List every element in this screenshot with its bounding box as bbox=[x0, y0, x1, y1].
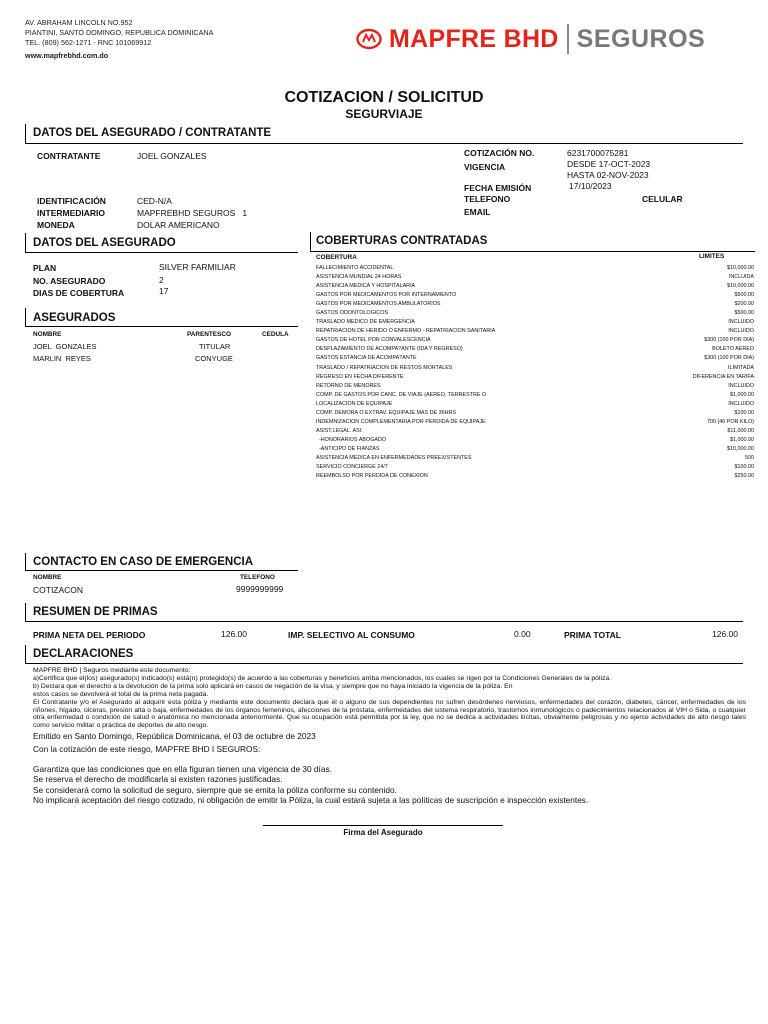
document-subtitle: SEGURVIAJE bbox=[345, 107, 423, 121]
cobertura-name: -ANTICIPO DE FIANZAS bbox=[316, 445, 380, 452]
cobertura-name: REGRESO EN FECHA DIFERENTE bbox=[316, 373, 404, 380]
cobertura-row bbox=[316, 454, 754, 463]
cobertura-row bbox=[316, 282, 754, 291]
section-title-declaraciones: DECLARACIONES bbox=[33, 648, 134, 660]
website-link[interactable]: www.mapfrebhd.com.do bbox=[25, 51, 109, 60]
cobertura-limit: $250.00 bbox=[734, 473, 754, 480]
cobertura-row bbox=[316, 273, 754, 282]
company-logo bbox=[356, 22, 705, 56]
cobertura-name: RETORNO DE MENORES bbox=[316, 382, 381, 389]
cobertura-row bbox=[316, 264, 754, 273]
cobertura-row bbox=[316, 427, 754, 436]
condition-line: Garantiza que las condiciones que en ella figuran tienen una vigencia de 30 días. bbox=[33, 763, 332, 774]
plan-label: PLAN bbox=[33, 263, 57, 273]
celular-label: CELULAR bbox=[642, 194, 683, 204]
contacto-nombre-value: COTIZACON bbox=[33, 585, 84, 595]
declaracion-line: a)Certifica que el(los) asegurado(s) indicado(s) está(n) protegido(s) de acuerdo a las coberturas y beneficios arriba mencionados, los cuales se rigen por la Condiciones Generales de la póliza. bbox=[33, 674, 612, 682]
cobertura-limit: ILIMITADA bbox=[728, 364, 754, 371]
cobertura-name: GASTOS ESTANCIA DE ACOMPA?ANTE bbox=[316, 355, 417, 362]
cobertura-limit: $1,000.00 bbox=[730, 391, 754, 398]
cobertura-row bbox=[316, 345, 754, 354]
cobertura-row bbox=[316, 472, 754, 481]
fecha-emision-label: FECHA EMISIÓN bbox=[464, 183, 532, 193]
condition-line: Se reserva el derecho de modificarla si existen razones justificadas. bbox=[33, 774, 283, 784]
cobertura-row bbox=[316, 364, 754, 373]
coberturas-list bbox=[316, 264, 754, 481]
asegurado-row-parentesco: TITULAR bbox=[199, 342, 231, 351]
cobertura-name: GASTOS POR MEDICAMENTOS AMBULATORIOS bbox=[316, 301, 441, 308]
cobertura-row bbox=[316, 300, 754, 309]
cobertura-name: INDEMNIZACION COMPLEMENTARIA POR PERDIDA DE EQUIPAJE bbox=[316, 418, 486, 425]
declaracion-line: b) Declara que el derecho a la devolución de la prima solo aplicará en casos de negación de la visa, y siempre que no haya iniciado la vigencia de la póliza. En bbox=[33, 682, 513, 690]
asegurados-header-cedula: CEDULA bbox=[262, 331, 289, 338]
dias-cobertura-value: 17 bbox=[159, 286, 169, 296]
cobertura-limit: $11,000.00 bbox=[727, 427, 754, 434]
vigencia-hasta: HASTA 02-NOV-2023 bbox=[567, 170, 649, 180]
logo-divider bbox=[567, 24, 569, 54]
contacto-telefono-value: 9999999999 bbox=[236, 584, 284, 594]
asegurado-row-nombre: MARLIN REYES bbox=[33, 354, 91, 363]
cobertura-name: DESPLAZAMIENTO DE ACOMPA?ANTE (IDA Y REGRESO) bbox=[316, 346, 463, 353]
cobertura-row bbox=[316, 309, 754, 318]
prima-total-value: 126.00 bbox=[712, 629, 738, 639]
cobertura-name: GASTOS POR MEDICAMENTOS POR INTERNAMIENTO bbox=[316, 292, 457, 299]
asegurado-row-nombre: JOEL GONZALES bbox=[33, 342, 97, 351]
declaraciones-conditions bbox=[33, 731, 746, 806]
cobertura-row bbox=[316, 318, 754, 327]
cobertura-limit: $200.00 bbox=[734, 301, 754, 308]
cobertura-name: ASISTENCIA MEDICA Y HOSPITALARIA bbox=[316, 283, 416, 290]
vigencia-desde: DESDE 17-OCT-2023 bbox=[567, 159, 651, 169]
cobertura-limit: INCLUIDO bbox=[728, 328, 754, 335]
declaracion-line: MAPFRE BHD | Seguros mediante este documento: bbox=[33, 667, 191, 674]
cobertura-limit: $500.00 bbox=[734, 292, 754, 299]
cobertura-limit: $500.00 bbox=[734, 310, 754, 317]
cobertura-name: LOCALIZACION DE EQUIPAJE bbox=[316, 400, 393, 407]
cobertura-limit: $100.00 bbox=[734, 464, 754, 471]
cobertura-limit: $10,000.00 bbox=[727, 265, 754, 271]
cobertura-name: GASTOS DE HOTEL POR CONVALESCENCIA bbox=[316, 337, 431, 344]
intermediario-value: MAPFREBHD SEGUROS 1 bbox=[137, 208, 248, 218]
cobertura-limit: $1,000.00 bbox=[730, 436, 754, 443]
cobertura-name: ASIST.LEGAL. ASI: bbox=[316, 427, 363, 434]
section-title-asegurado-contratante: DATOS DEL ASEGURADO / CONTRATANTE bbox=[33, 127, 272, 139]
cobertura-row bbox=[316, 336, 754, 345]
cobertura-limit: $300 (100 POR DIA) bbox=[704, 355, 754, 362]
contratante-label: CONTRATANTE bbox=[37, 151, 101, 161]
no-asegurado-value: 2 bbox=[159, 275, 164, 285]
cobertura-name: TRASLADO / REPATRIACION DE RESTOS MORTALES bbox=[316, 364, 453, 371]
section-title-coberturas: COBERTURAS CONTRATADAS bbox=[316, 235, 488, 247]
section-title-contacto: CONTACTO EN CASO DE EMERGENCIA bbox=[33, 556, 254, 568]
logo-brand-text: MAPFRE BHD bbox=[389, 24, 559, 53]
cobertura-name: GASTOS ODONTOLOGICOS bbox=[316, 310, 388, 317]
prima-total-label: PRIMA TOTAL bbox=[564, 630, 621, 640]
cobertura-limit: INCLUIDO bbox=[728, 382, 754, 389]
plan-value: SILVER FARMILIAR bbox=[159, 262, 236, 272]
cobertura-limit: 700 (40 POR KILO) bbox=[706, 418, 754, 425]
cobertura-row bbox=[316, 354, 754, 363]
section-title-datos-asegurado: DATOS DEL ASEGURADO bbox=[33, 237, 176, 249]
cobertura-limit: INCLUIDO bbox=[728, 400, 754, 407]
cobertura-name: FALLECIMIENTO ACCIDENTAL bbox=[316, 265, 394, 271]
contratante-value: JOEL GONZALES bbox=[137, 151, 207, 161]
signature-label: Firma del Asegurado bbox=[343, 828, 423, 837]
asegurado-row-parentesco: CONYUGE bbox=[195, 354, 233, 363]
address-line: AV. ABRAHAM LINCOLN NO.952 bbox=[25, 18, 133, 27]
cobertura-name: ASISTENCIA MEDICA EN ENFERMEDADES PREEXISTENTES bbox=[316, 454, 472, 461]
isc-value: 0.00 bbox=[514, 629, 531, 639]
cobertura-limit: BOLETO AEREO bbox=[712, 346, 754, 353]
cobertura-row bbox=[316, 382, 754, 391]
declaraciones-body bbox=[33, 667, 746, 730]
cobertura-limit: $300 (100 POR DIA) bbox=[704, 337, 754, 344]
cobertura-row bbox=[316, 418, 754, 427]
intermediario-label: INTERMEDIARIO bbox=[37, 208, 105, 218]
telefono-label: TELEFONO bbox=[464, 194, 511, 204]
cobertura-row bbox=[316, 373, 754, 382]
declaracion-line: El Contratante y/o el Asegurado al adquirir esta póliza y mediante este documento declara que él o alguno de sus dependientes no sufren desórdenes nerviosos, enfermedades del corazón, diabetes, cáncer, enfermedades de los riñones, hígado, úlceras, presión alta o baja, enfermedades de los órganos femeninos, afecciones de la próstata, enfermedades del sistema respiratorio, trastornos inmunológicos o padecimientos relacionados al VIH o Sida, o cualquier otra enfermedad o condición de salud o anatómica no mencionada anteriormente. Que su ocupación está permitida por la ley, que no se dedica a actividades ilícitas, obviamente peligrosas y no ejerce actividades de alto riesgo tales como servicio militar o práctica de deportes de alto riesgo. bbox=[33, 698, 746, 730]
cobertura-limit: $10,000.00 bbox=[727, 445, 754, 452]
cobertura-row bbox=[316, 327, 754, 336]
coberturas-header-limites: LIMITES bbox=[699, 253, 725, 260]
cobertura-row bbox=[316, 436, 754, 445]
moneda-value: DOLAR AMERICANO bbox=[137, 220, 220, 230]
coberturas-header-cobertura: COBERTURA bbox=[316, 254, 357, 261]
isc-label: IMP. SELECTIVO AL CONSUMO bbox=[288, 630, 415, 640]
signature-line bbox=[263, 825, 503, 826]
prima-neta-label: PRIMA NETA DEL PERIODO bbox=[33, 630, 146, 640]
cobertura-row bbox=[316, 291, 754, 300]
no-asegurado-label: NO. ASEGURADO bbox=[33, 276, 106, 286]
moneda-label: MONEDA bbox=[37, 220, 75, 230]
address-line: PIANTINI, SANTO DOMINGO, REPUBLICA DOMINICANA bbox=[25, 28, 214, 37]
prima-neta-value: 126.00 bbox=[221, 629, 247, 639]
condition-line: Se considerará como la solicitud de seguro, siempre que se emita la póliza conforme su contenido. bbox=[33, 784, 397, 795]
cobertura-row bbox=[316, 463, 754, 472]
cobertura-name: COMP. DE GASTOS POR CANC. DE VIAJE (AEREO, TERRESTRE O bbox=[316, 391, 487, 398]
dias-cobertura-label: DIAS DE COBERTURA bbox=[33, 288, 125, 298]
cobertura-name: REPATRIACION DE HERIDO O ENFERMO - REPATRIACION SANITARIA bbox=[316, 328, 496, 335]
cobertura-name: -HONORARIOS ABOGADO bbox=[316, 436, 387, 443]
contacto-header-nombre: NOMBRE bbox=[33, 574, 62, 581]
document-title: COTIZACION / SOLICITUD bbox=[284, 89, 484, 106]
logo-product-text: SEGUROS bbox=[576, 24, 706, 53]
section-title-primas: RESUMEN DE PRIMAS bbox=[33, 606, 158, 618]
email-label: EMAIL bbox=[464, 207, 491, 217]
cobertura-limit: $10,000.00 bbox=[727, 283, 754, 290]
emitido-line: Emitido en Santo Domingo, República Dominicana, el 03 de octubre de 2023 bbox=[33, 731, 316, 741]
fecha-emision-value: 17/10/2023 bbox=[569, 181, 612, 191]
cotizacion-value: 6231700075281 bbox=[567, 148, 629, 158]
cotizacion-label: COTIZACIÓN NO. bbox=[464, 148, 535, 158]
identificacion-value: CED-N/A bbox=[137, 196, 172, 206]
cobertura-row bbox=[316, 400, 754, 409]
identificacion-label: IDENTIFICACIÓN bbox=[37, 196, 106, 206]
declaracion-line: estos casos se devolverá el total de la prima neta pagada. bbox=[33, 690, 209, 698]
cobertura-limit: INCLUIDA bbox=[728, 274, 754, 281]
cobertura-name: ASISTENCIA MUNDIAL 24 HORAS bbox=[316, 274, 402, 281]
cobertura-row bbox=[316, 445, 754, 454]
asegurados-header-parentesco: PARENTESCO bbox=[187, 331, 231, 338]
company-address bbox=[25, 18, 213, 61]
cobertura-limit: DIFERENCIA EN TARIFA bbox=[692, 373, 754, 380]
cobertura-limit: 500 bbox=[745, 454, 754, 461]
contacto-header-telefono: TELEFONO bbox=[240, 574, 275, 581]
address-line: TEL. (809) 562-1271 - RNC 101069912 bbox=[25, 38, 152, 47]
condition-line: No implicará aceptación del riesgo cotizado, ni obligación de emitir la Póliza, la cual estará sujeta a las políticas de suscripción e inspección existentes. bbox=[33, 795, 589, 805]
cobertura-name: TRASLADO MEDICO DE EMERGENCIA bbox=[316, 319, 415, 326]
mapfre-logo-icon bbox=[356, 28, 382, 50]
cobertura-limit: INCLUIDO bbox=[728, 319, 754, 326]
cobertura-name: REEMBOLSO POR PERDIDA DE CONEXION bbox=[316, 473, 428, 480]
vigencia-label: VIGENCIA bbox=[464, 162, 506, 172]
cobertura-name: COMP. DEMORA O EXTRAV. EQUIPAJE MAS DE 36HRS bbox=[316, 409, 456, 416]
cobertura-row bbox=[316, 409, 754, 418]
cobertura-limit: $100.00 bbox=[734, 409, 754, 416]
section-title-asegurados: ASEGURADOS bbox=[33, 312, 116, 324]
con-cotizacion-line: Con la cotización de este riesgo, MAPFRE BHD I SEGUROS: bbox=[33, 744, 261, 754]
asegurados-header-nombre: NOMBRE bbox=[33, 331, 62, 338]
cobertura-row bbox=[316, 391, 754, 400]
cobertura-name: SERVICIO CONCIERGE 24/7 bbox=[316, 464, 388, 471]
